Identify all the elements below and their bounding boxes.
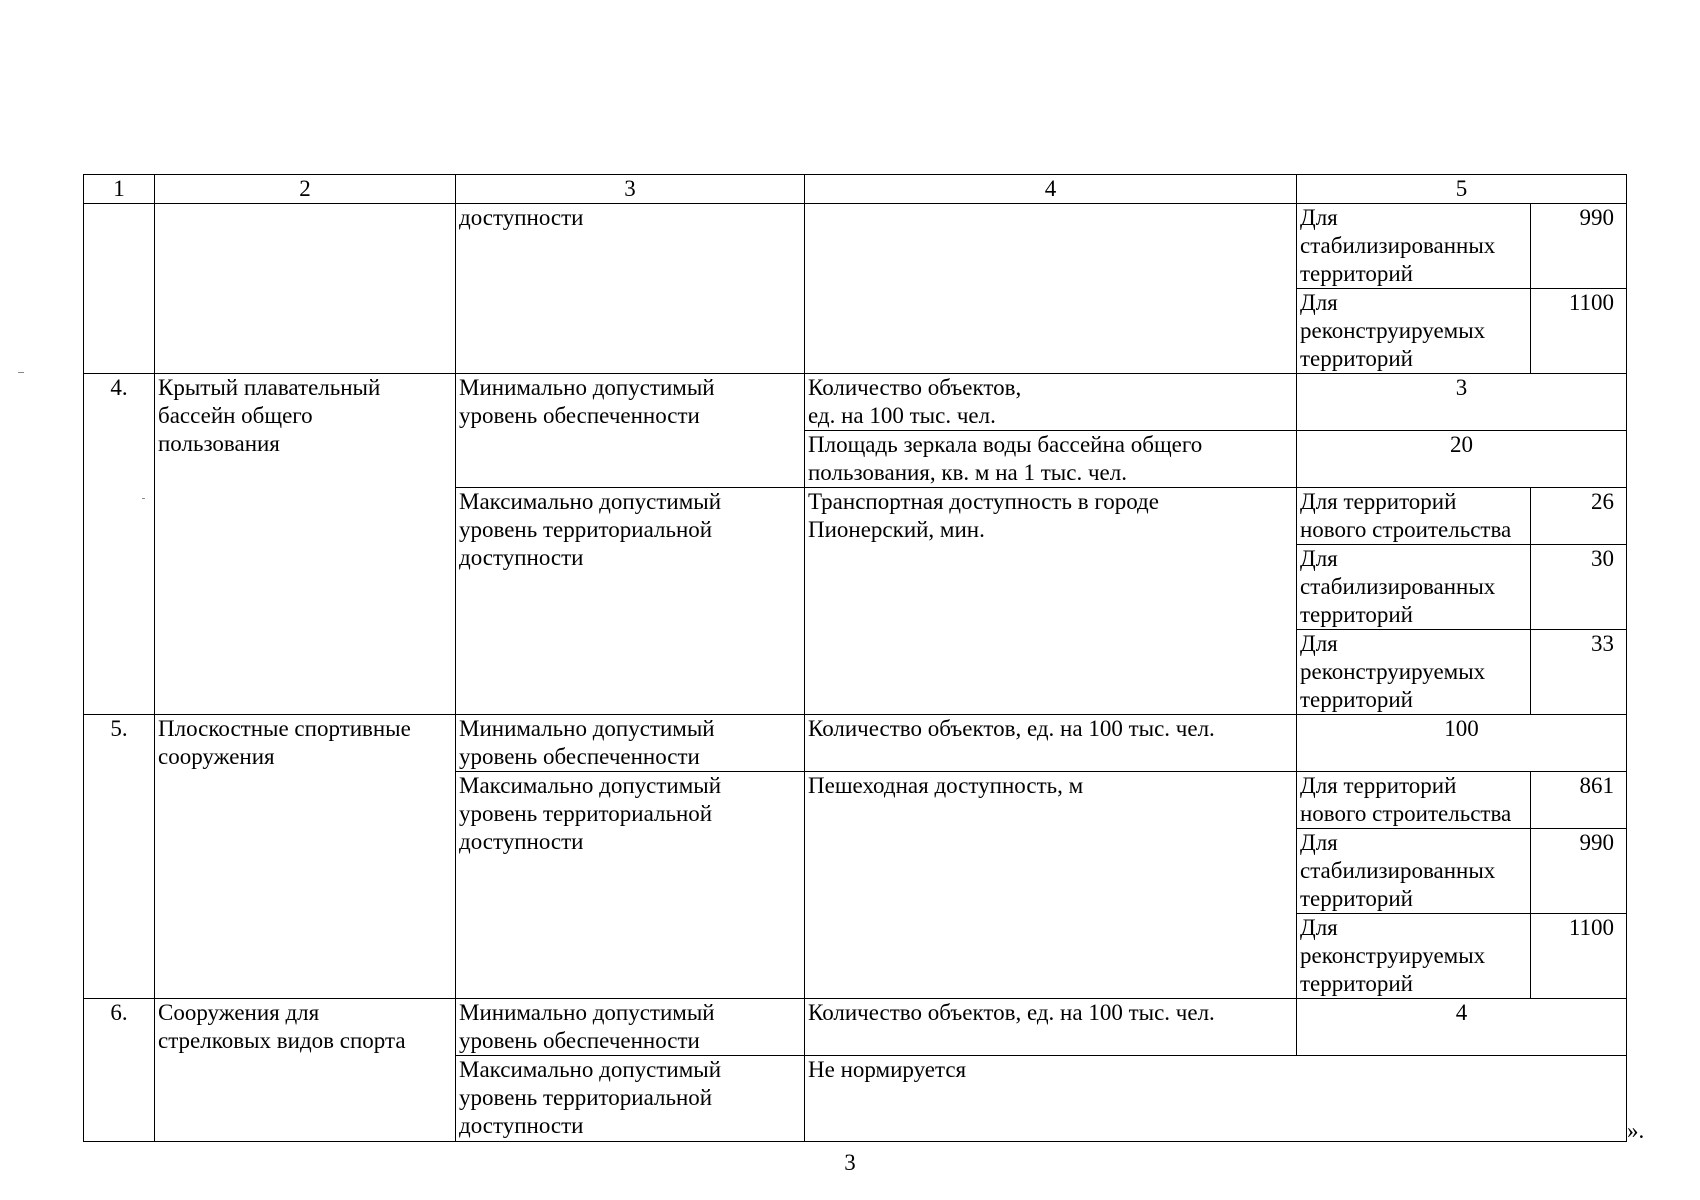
min-indicator: Количество объектов, ед. на 100 тыс. чел. (804, 998, 1297, 1056)
territory-label: Для реконструируемых территорий (1296, 288, 1531, 374)
standards-table (83, 174, 1627, 1142)
territory-label: Для стабилизированных территорий (1296, 544, 1531, 630)
row-number: 5. (83, 714, 155, 999)
territory-label: Для реконструируемых территорий (1296, 629, 1531, 715)
scan-speck (18, 372, 24, 373)
max-indicator: Пешеходная доступность, м (804, 771, 1297, 999)
territory-label: Для реконструируемых территорий (1296, 913, 1531, 999)
header-col-5: 5 (1296, 174, 1627, 204)
min-value: 100 (1296, 714, 1627, 772)
max-level-label: Максимально допустимый уровень территориальной доступности (455, 487, 805, 715)
closing-quote: ». (1627, 1118, 1645, 1143)
header-col-4: 4 (804, 174, 1297, 204)
territory-value: 26 (1530, 487, 1627, 545)
facility-name: Сооружения для стрелковых видов спорта (154, 998, 456, 1142)
max-indicator: Транспортная доступность в городе Пионерский, мин. (804, 487, 1297, 715)
header-col-2: 2 (154, 174, 456, 204)
cont-num-cell (83, 203, 155, 374)
cont-name-cell (154, 203, 456, 374)
max-level-label: Максимально допустимый уровень территориальной доступности (455, 1055, 805, 1142)
min-value: 4 (1296, 998, 1627, 1056)
territory-label: Для стабилизированных территорий (1296, 203, 1531, 289)
territory-label: Для стабилизированных территорий (1296, 828, 1531, 914)
scan-speck (142, 498, 145, 499)
territory-label: Для территорий нового строительства (1296, 487, 1531, 545)
max-indicator: Не нормируется (804, 1055, 1627, 1142)
territory-value: 1100 (1530, 913, 1627, 999)
territory-value: 30 (1530, 544, 1627, 630)
header-col-3: 3 (455, 174, 805, 204)
min-indicator: Количество объектов, ед. на 100 тыс. чел. (804, 714, 1297, 772)
territory-value: 33 (1530, 629, 1627, 715)
territory-value: 1100 (1530, 288, 1627, 374)
min-value: 3 (1296, 373, 1627, 431)
row-number: 6. (83, 998, 155, 1142)
header-col-1: 1 (83, 174, 155, 204)
facility-name: Плоскостные спортивные сооружения (154, 714, 456, 999)
min-value: 20 (1296, 430, 1627, 488)
row-number: 4. (83, 373, 155, 715)
min-level-label: Минимально допустимый уровень обеспеченности (455, 998, 805, 1056)
max-level-label: Максимально допустимый уровень территориальной доступности (455, 771, 805, 999)
territory-value: 990 (1530, 828, 1627, 914)
min-indicator: Площадь зеркала воды бассейна общего пользования, кв. м на 1 тыс. чел. (804, 430, 1297, 488)
territory-label: Для территорий нового строительства (1296, 771, 1531, 829)
territory-value: 861 (1530, 771, 1627, 829)
cont-parameter-cell: доступности (455, 203, 805, 374)
min-indicator: Количество объектов, ед. на 100 тыс. чел. (804, 373, 1297, 431)
min-level-label: Минимально допустимый уровень обеспеченности (455, 373, 805, 488)
territory-value: 990 (1530, 203, 1627, 289)
min-level-label: Минимально допустимый уровень обеспеченности (455, 714, 805, 772)
cont-indicator-cell (804, 203, 1297, 374)
page-number: 3 (844, 1150, 856, 1175)
facility-name: Крытый плавательный бассейн общего пользования (154, 373, 456, 715)
